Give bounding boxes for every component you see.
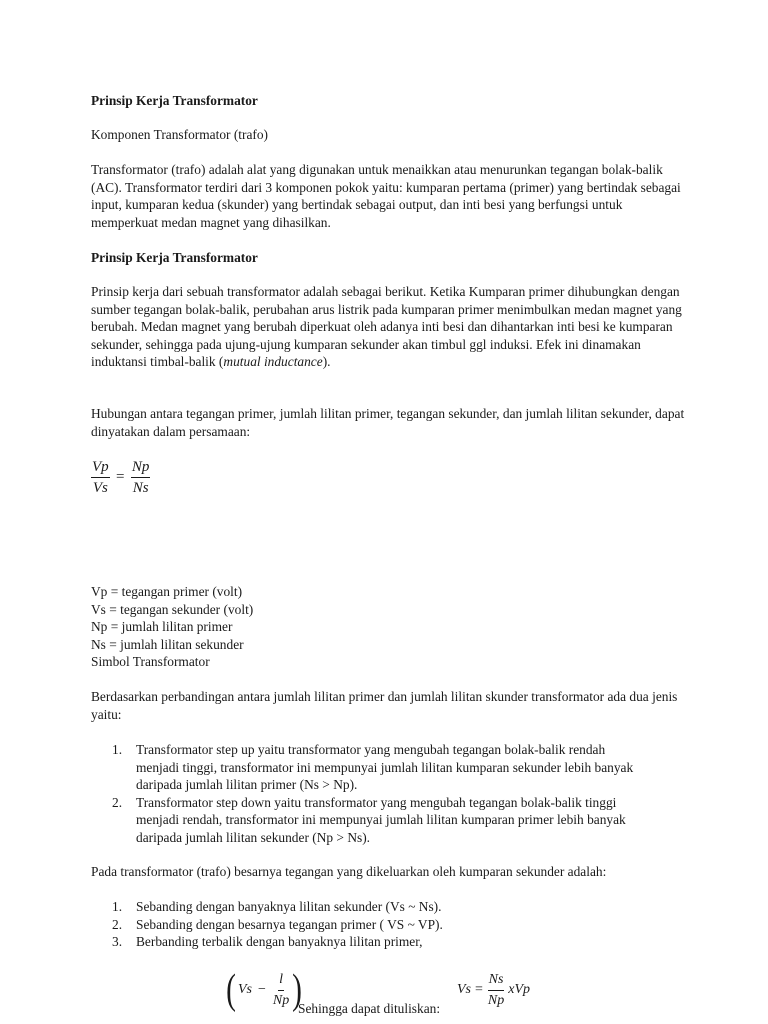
fraction-numerator-ns: Ns bbox=[488, 971, 505, 991]
secondary-voltage-list bbox=[91, 898, 651, 951]
list-item-italic: step up bbox=[216, 742, 255, 757]
fraction-vp-vs bbox=[91, 458, 110, 497]
list-number: 2. bbox=[112, 794, 123, 810]
definition-list bbox=[91, 583, 691, 671]
fraction-denominator-ns: Ns bbox=[132, 480, 149, 496]
definition-vp: Vp = tegangan primer (volt) bbox=[91, 584, 243, 599]
heading-2: Prinsip Kerja Transformator bbox=[91, 250, 258, 265]
list-item bbox=[91, 916, 651, 934]
subtitle: Komponen Transformator (trafo) bbox=[91, 127, 269, 142]
fraction-np-ns bbox=[131, 458, 151, 497]
mutual-inductance-italic: mutual inductance bbox=[223, 354, 323, 370]
definition-vs: Vs = tegangan sekunder (volt) bbox=[91, 601, 254, 617]
list-item bbox=[91, 933, 651, 951]
equals-sign: = bbox=[116, 468, 125, 485]
list-item-text: Transformator bbox=[136, 742, 217, 757]
transformer-types-list bbox=[91, 741, 651, 847]
list-item-text: Sebanding dengan besarnya tegangan primer ( VS ~ VP). bbox=[136, 916, 443, 932]
list-item-text: yaitu transformator yang mengubah tegangan bolak-balik tinggi menjadi rendah, transformator ini mempunyai jumlah lilitan kumparan primer lebih banyak daripada jumlah lilitan sekunder (Np > Ns). bbox=[136, 794, 626, 845]
list-item-text: yaitu transformator yang mengubah tegangan bolak-balik rendah menjadi tinggi, transformator ini mempunyai jumlah lilitan kumparan sekunder lebih banyak daripada jumlah lilitan primer (Ns > Np). bbox=[136, 742, 634, 793]
fraction-ns-np bbox=[487, 971, 505, 1010]
fraction-numerator-l: l bbox=[278, 971, 284, 991]
fraction-numerator-vp: Vp bbox=[91, 458, 110, 478]
right-paren: ) bbox=[292, 967, 303, 1013]
list-number: 2. bbox=[112, 916, 123, 932]
paragraph-principle-text: Prinsip kerja dari sebuah transformator adalah sebagai berikut. Ketika Kumparan primer dihubungkan dengan sumber tegangan bolak-balik, perubahan arus listrik pada kumparan primer menimbulkan medan magnet yang berubah. Medan magnet yang berubah diperkuat oleh adanya inti besi dan dihantarkan inti besi ke kumparan sekunder, sehingga pada ujung-ujung kumparan sekunder akan timbul ggl induksi. Efek ini dinamakan induktansi timbal-balik ( bbox=[91, 284, 682, 370]
list-item-text: Berbanding terbalik dengan banyaknya lilitan primer, bbox=[136, 934, 423, 950]
heading-1: Prinsip Kerja Transformator bbox=[91, 93, 258, 108]
definition-ns: Ns = jumlah lilitan sekunder bbox=[91, 636, 244, 652]
list-number: 1. bbox=[112, 899, 123, 914]
paragraph-types: Berdasarkan perbandingan antara jumlah lilitan primer dan jumlah lilitan skunder transformator ada dua jenis yaitu: bbox=[91, 689, 678, 722]
list-item-text: Transformator bbox=[136, 794, 217, 810]
list-item-step-down bbox=[91, 794, 651, 847]
list-item bbox=[91, 898, 651, 916]
formula-inverse-term bbox=[224, 962, 304, 1018]
fraction-denominator-np: Np bbox=[272, 992, 290, 1008]
paragraph-secondary-voltage: Pada transformator (trafo) besarnya tegangan yang dikeluarkan oleh kumparan sekunder adalah: bbox=[91, 864, 607, 879]
definition-np: Np = jumlah lilitan primer bbox=[91, 619, 233, 635]
list-item-step-up bbox=[91, 741, 651, 794]
list-item-italic: step down bbox=[216, 794, 271, 810]
fraction-denominator-np: Np bbox=[487, 992, 505, 1008]
paragraph-principle-end: ). bbox=[322, 354, 331, 370]
definition-symbol: Simbol Transformator bbox=[91, 654, 210, 670]
formula-lhs-vs: Vs bbox=[457, 982, 471, 998]
paragraph-relation: Hubungan antara tegangan primer, jumlah lilitan primer, tegangan sekunder, dan jumlah lilitan sekunder, dapat dinyatakan dalam persamaan: bbox=[91, 406, 685, 439]
paragraph-intro: Transformator (trafo) adalah alat yang digunakan untuk menaikkan atau menurunkan tegangan bolak-balik (AC). Transformator terdiri dari 3 komponen pokok yaitu: kumparan pertama (primer) yang bertindak sebagai input, kumparan kedua (skunder) yang bertindak sebagai output, dan inti besi yang berfungsi untuk memperkuat medan magnet yang dihasilkan. bbox=[91, 162, 681, 230]
formula-rhs-tail: xVp bbox=[508, 982, 531, 998]
fraction-denominator-vs: Vs bbox=[92, 480, 108, 496]
formula-ratio bbox=[91, 458, 691, 497]
list-item-text: Sebanding dengan banyaknya lilitan sekunder (Vs ~ Ns). bbox=[136, 899, 442, 914]
list-number: 3. bbox=[112, 934, 123, 950]
left-paren: ( bbox=[226, 967, 236, 1013]
formula-result bbox=[457, 966, 530, 1014]
fraction-l-np bbox=[272, 971, 290, 1010]
paragraph-principle bbox=[91, 283, 691, 371]
formula-bridge-text: Sehingga dapat dituliskan: bbox=[298, 1001, 441, 1016]
minus-sign: − bbox=[258, 982, 266, 998]
equals-sign: = bbox=[475, 982, 483, 998]
fraction-numerator-np: Np bbox=[131, 458, 151, 478]
formula-secondary bbox=[224, 962, 554, 1020]
list-number: 1. bbox=[112, 742, 123, 757]
formula-vs: Vs bbox=[238, 982, 252, 998]
